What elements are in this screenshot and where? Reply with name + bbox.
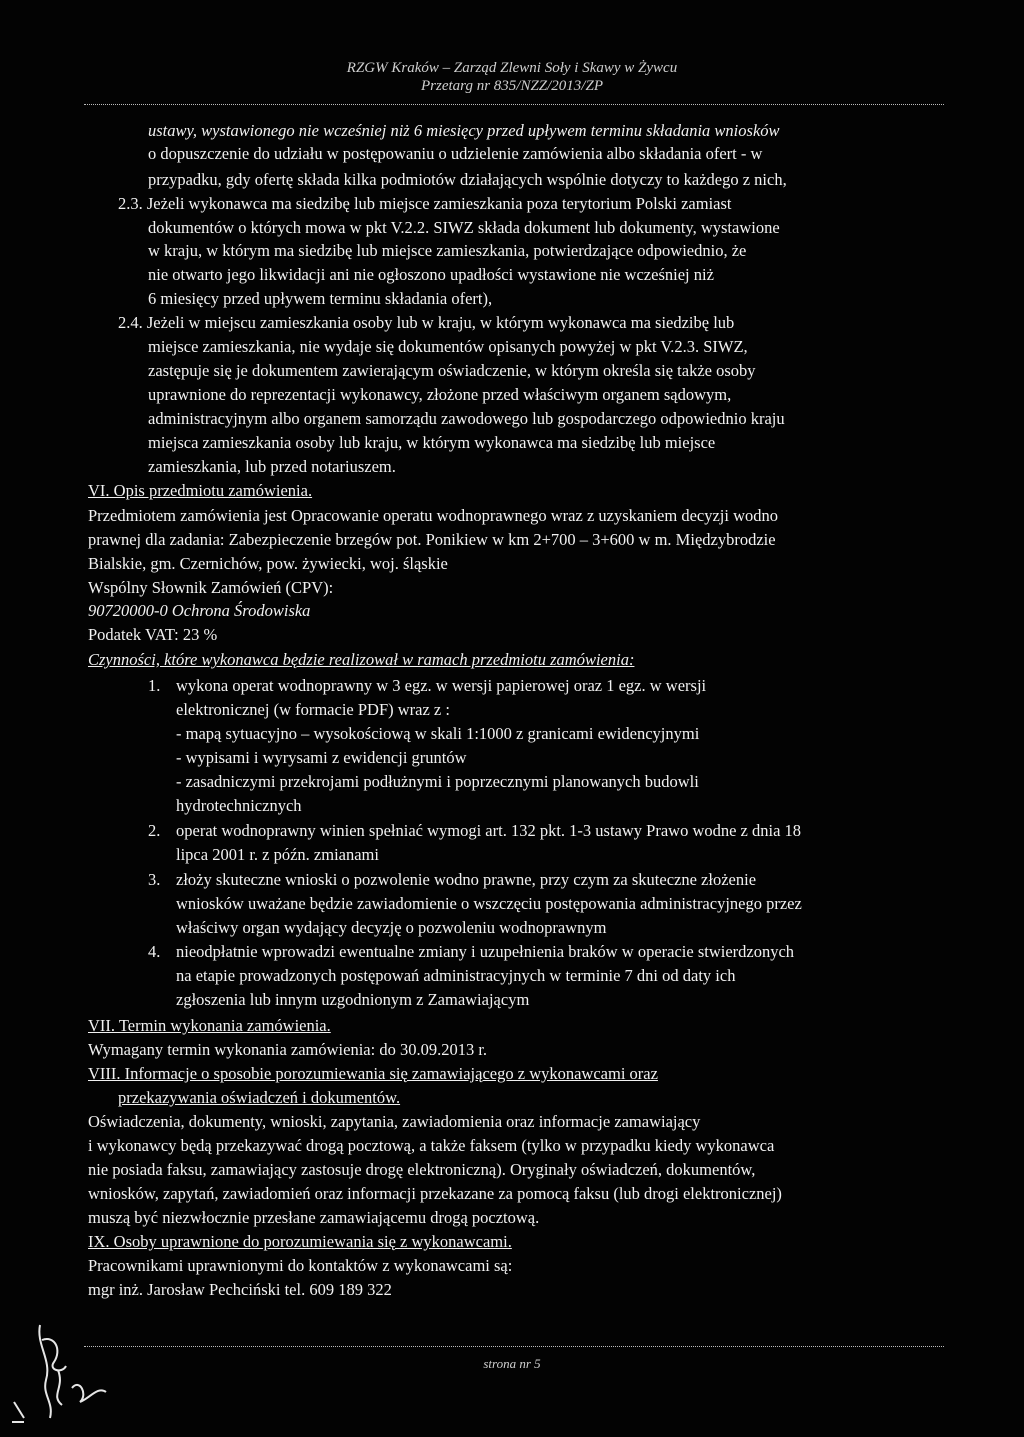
list-item: - zasadniczymi przekrojami podłużnymi i poprzecznymi planowanych budowli xyxy=(176,772,699,791)
list-number: 4. xyxy=(148,942,161,961)
text-line: administracyjnym albo organem samorządu zawodowego lub gospodarczego odpowiednio kraju xyxy=(148,409,785,428)
text-line: Wspólny Słownik Zamówień (CPV): xyxy=(88,578,334,597)
text-line: zastępuje się je dokumentem zawierającym oświadczenie, w którym określa się także osoby xyxy=(148,361,756,380)
text-line: ustawy, wystawionego nie wcześniej niż 6 miesięcy przed upływem terminu składania wniosków xyxy=(148,121,780,140)
section-heading: VIII. Informacje o sposobie porozumiewania się zamawiającego z wykonawcami oraz xyxy=(88,1064,658,1083)
header-rule xyxy=(84,104,944,105)
cpv-code: 90720000-0 Ochrona Środowiska xyxy=(88,601,311,620)
text-line: o dopuszczenie do udziału w postępowaniu o udzielenie zamówienia albo składania ofert - w xyxy=(148,144,763,163)
text-line: wniosków, zapytań, zawiadomień oraz informacji przekazane za pomocą faksu (lub drogi elektronicznej) xyxy=(88,1184,782,1203)
contact-line: mgr inż. Jarosław Pechciński tel. 609 189 322 xyxy=(88,1280,392,1299)
text-line: Wymagany termin wykonania zamówienia: do 30.09.2013 r. xyxy=(88,1040,488,1059)
text-line: 2.3. Jeżeli wykonawca ma siedzibę lub miejsce zamieszkania poza terytorium Polski zamiast xyxy=(118,194,732,213)
list-item: operat wodnoprawny winien spełniać wymogi art. 132 pkt. 1-3 ustawy Prawo wodne z dnia 18 xyxy=(176,821,802,840)
text-line: Oświadczenia, dokumenty, wnioski, zapytania, zawiadomienia oraz informacje zamawiający xyxy=(88,1112,701,1131)
text-line: Pracownikami uprawnionymi do kontaktów z wykonawcami są: xyxy=(88,1256,513,1275)
text-line: i wykonawcy będą przekazywać drogą pocztową, a także faksem (tylko w przypadku kiedy wykonawca xyxy=(88,1136,775,1155)
list-item: elektronicznej (w formacie PDF) wraz z : xyxy=(176,700,450,719)
list-item: złoży skuteczne wnioski o pozwolenie wodno prawne, przy czym za skuteczne złożenie xyxy=(176,870,757,889)
header-tender-number: Przetarg nr 835/NZZ/2013/ZP xyxy=(421,78,603,94)
header-institution: RZGW Kraków – Zarząd Zlewni Soły i Skawy w Żywcu xyxy=(346,60,678,76)
text-line: nie otwarto jego likwidacji ani nie ogłoszono upadłości wystawione nie wcześniej niż xyxy=(148,265,714,284)
list-item: hydrotechnicznych xyxy=(176,796,302,815)
text-line: miejsce zamieszkania, nie wydaje się dokumentów opisanych powyżej w pkt V.2.3. SIWZ, xyxy=(148,337,748,356)
vat-line: Podatek VAT: 23 % xyxy=(88,625,218,644)
text-line: uprawnione do reprezentacji wykonawcy, złożone przed właściwym organem sądowym, xyxy=(148,385,732,404)
section-heading: przekazywania oświadczeń i dokumentów. xyxy=(118,1088,401,1107)
text-line: w kraju, w którym ma siedzibę lub miejsce zamieszkania, potwierdzające odpowiednio, że xyxy=(148,241,747,260)
list-item: - wypisami i wyrysami z ewidencji gruntów xyxy=(176,748,467,767)
text-line: nie posiada faksu, zamawiający zastosuje drogę elektroniczną). Oryginały oświadczeń, dokumentów, xyxy=(88,1160,756,1179)
text-line: przypadku, gdy ofertę składa kilka podmiotów działających wspólnie dotyczy to każdego z nich, xyxy=(148,170,787,189)
list-number: 2. xyxy=(148,821,161,840)
list-item: lipca 2001 r. z późn. zmianami xyxy=(176,845,379,864)
text-line: Przedmiotem zamówienia jest Opracowanie operatu wodnoprawnego wraz z uzyskaniem decyzji wodno xyxy=(88,506,779,525)
section-heading: VII. Termin wykonania zamówienia. xyxy=(88,1016,331,1035)
list-number: 3. xyxy=(148,870,161,889)
list-item: na etapie prowadzonych postępowań administracyjnych w terminie 7 dni od daty ich xyxy=(176,966,736,985)
text-line: miejsca zamieszkania osoby lub kraju, w którym wykonawca ma siedzibę lub miejsce xyxy=(148,433,716,452)
text-line: zamieszkania, lub przed notariuszem. xyxy=(148,457,396,476)
section-heading: VI. Opis przedmiotu zamówienia. xyxy=(88,481,313,500)
text-line: 6 miesięcy przed upływem terminu składania ofert), xyxy=(148,289,493,308)
text-line: dokumentów o których mowa w pkt V.2.2. SIWZ składa dokument lub dokumenty, wystawione xyxy=(148,218,780,237)
list-item: właściwy organ wydający decyzję o pozwoleniu wodnoprawnym xyxy=(176,918,607,937)
list-item: wykona operat wodnoprawny w 3 egz. w wersji papierowej oraz 1 egz. w wersji xyxy=(176,676,707,695)
text-line: 2.4. Jeżeli w miejscu zamieszkania osoby lub w kraju, w którym wykonawca ma siedzibę lub xyxy=(118,313,735,332)
text-line: prawnej dla zadania: Zabezpieczenie brzegów pot. Ponikiew w km 2+700 – 3+600 w m. Międzybrodzie xyxy=(88,530,776,549)
page-number: strona nr 5 xyxy=(483,1356,541,1371)
text-line: Bialskie, gm. Czernichów, pow. żywiecki, woj. śląskie xyxy=(88,554,448,573)
text-line: muszą być niezwłocznie przesłane zamawiającemu drogą pocztową. xyxy=(88,1208,540,1227)
list-item: nieodpłatnie wprowadzi ewentualne zmiany i uzupełnienia braków w operacie stwierdzonych xyxy=(176,942,795,961)
list-item: zgłoszenia lub innym uzgodnionym z Zamawiającym xyxy=(176,990,530,1009)
list-item: - mapą sytuacyjno – wysokościową w skali 1:1000 z granicami ewidencyjnymi xyxy=(176,724,700,743)
subheading: Czynności, które wykonawca będzie realizował w ramach przedmiotu zamówienia: xyxy=(88,650,635,669)
section-heading: IX. Osoby uprawnione do porozumiewania się z wykonawcami. xyxy=(88,1232,512,1251)
handwritten-signature xyxy=(10,1300,130,1430)
list-item: wniosków uważane będzie zawiadomienie o wszczęciu postępowania administracyjnego przez xyxy=(176,894,802,913)
list-number: 1. xyxy=(148,676,161,695)
footer-rule xyxy=(84,1346,944,1347)
